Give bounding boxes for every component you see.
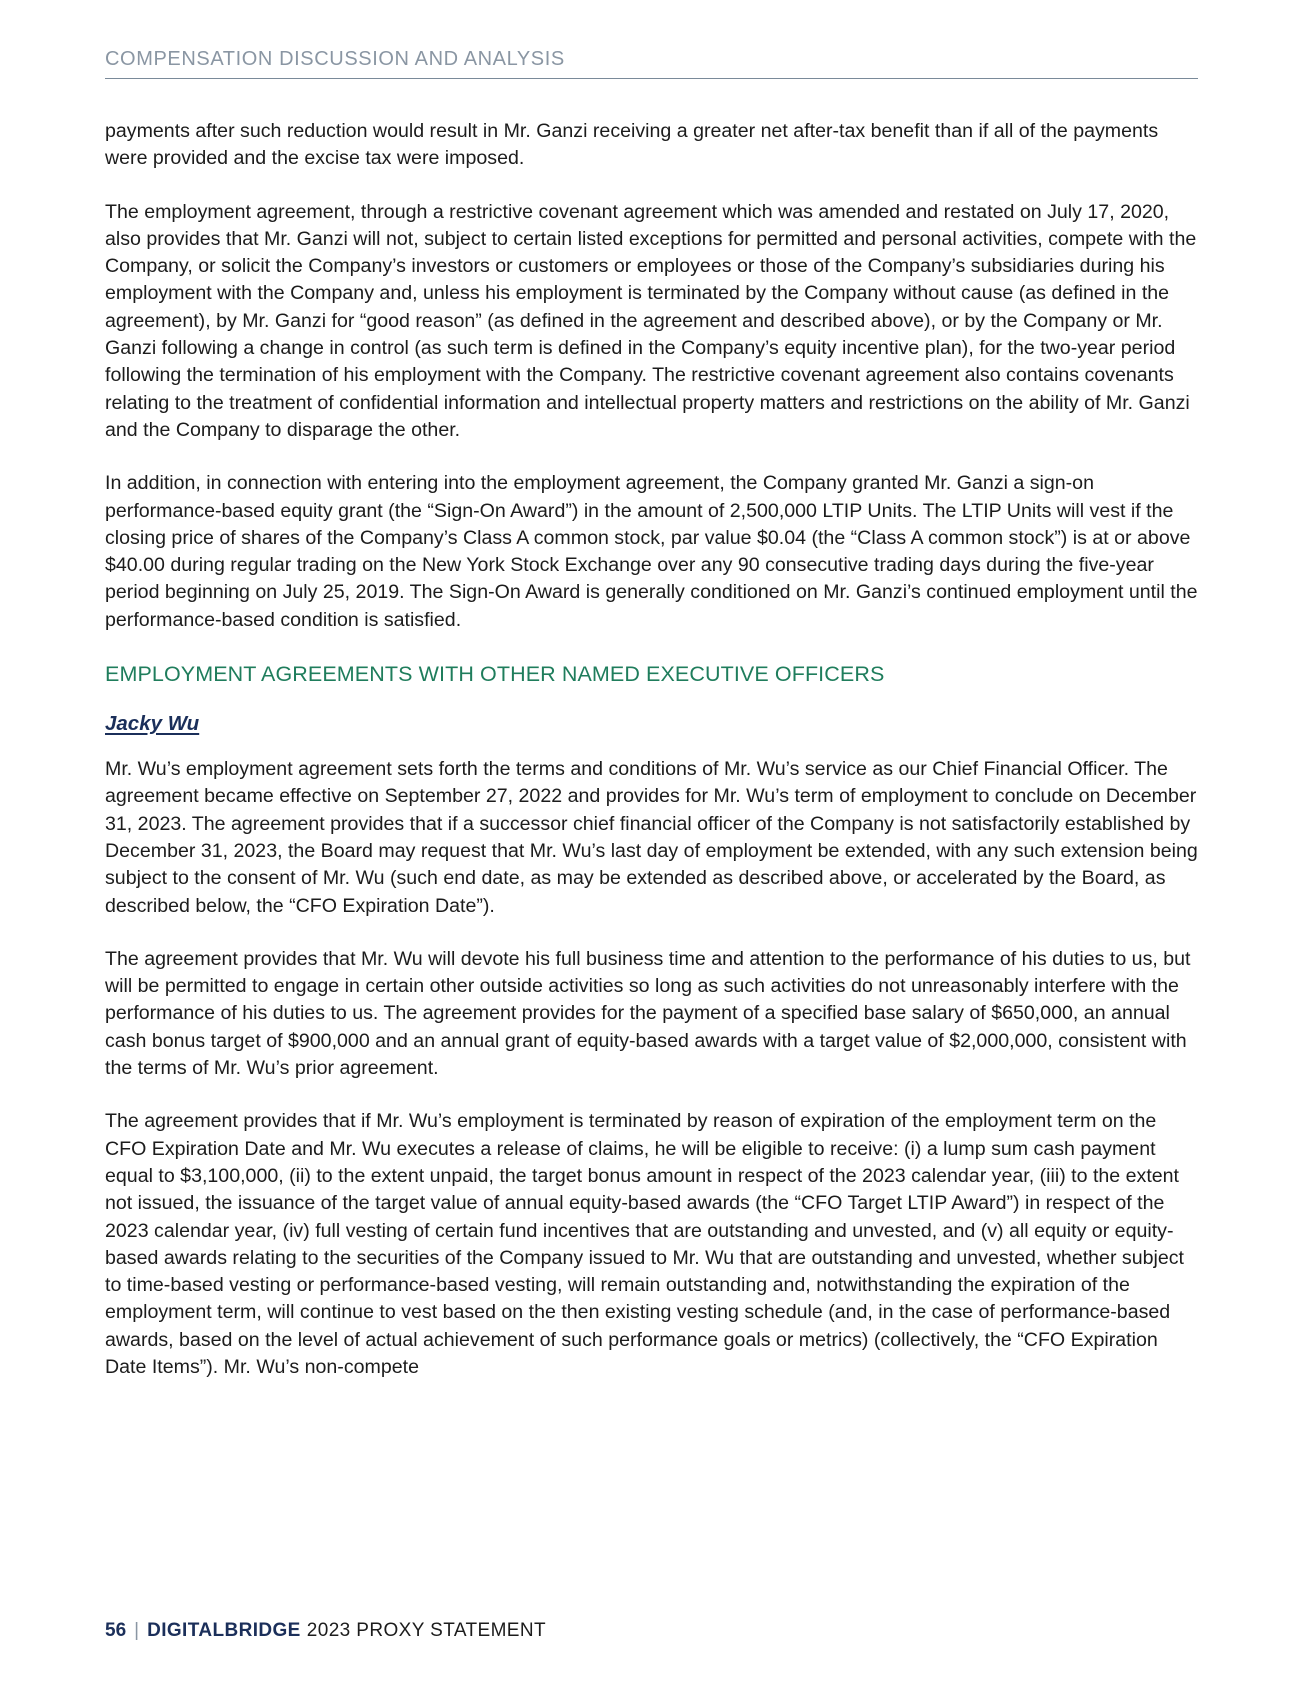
page-header-title: COMPENSATION DISCUSSION AND ANALYSIS	[105, 48, 565, 70]
paragraph-excise-tax: payments after such reduction would result in Mr. Ganzi receiving a greater net after-tax benefit than if all of the payments were provided and the excise tax were imposed.	[105, 120, 1159, 170]
footer-brand: DIGITALBRIDGE	[147, 1620, 301, 1641]
sub-heading-jacky-wu: Jacky Wu	[105, 712, 200, 736]
paragraph-sign-on-award: In addition, in connection with entering into the employment agreement, the Company granted Mr. Ganzi a sign-on performance-based equity grant (the “Sign-On Award”) in the amount of 2,500,000 LTIP Units. The LTIP Units will vest if the closing price of shares of the Company’s Class A common stock, par value $0.04 (the “Class A common stock”) is at or above $40.00 during regular trading on the New York Stock Exchange over any 90 consecutive trading days during the five-year period beginning on July 25, 2019. The Sign-On Award is generally conditioned on Mr. Ganzi’s continued employment until the performance-based condition is satisfied.	[105, 472, 1198, 631]
section-heading: EMPLOYMENT AGREEMENTS WITH OTHER NAMED EXECUTIVE OFFICERS	[105, 662, 885, 687]
paragraph-wu-compensation: The agreement provides that Mr. Wu will devote his full business time and attention to the performance of his duties to us, but will be permitted to engage in certain other outside activities so long as such activities do not unreasonably interfere with the performance of his duties to us. The agreement provides for the payment of a specified base salary of $650,000, an annual cash bonus target of $900,000 and an annual grant of equity-based awards with a target value of $2,000,000, consistent with the terms of Mr. Wu’s prior agreement.	[105, 947, 1191, 1080]
page-footer	[105, 1620, 546, 1642]
page-header	[105, 48, 1198, 79]
paragraph-restrictive-covenant: The employment agreement, through a restrictive covenant agreement which was amended and restated on July 17, 2020, also provides that Mr. Ganzi will not, subject to certain listed exceptions for permitted and personal activities, compete with the Company, or solicit the Company’s investors or customers or employees or those of the Company’s subsidiaries during his employment with the Company and, unless his employment is terminated by the Company without cause (as defined in the agreement), by Mr. Ganzi for “good reason” (as defined in the agreement and described above), or by the Company or Mr. Ganzi following a change in control (as such term is defined in the Company’s equity incentive plan), for the two-year period following the termination of his employment with the Company. The restrictive covenant agreement also contains covenants relating to the treatment of confidential information and intellectual property matters and restrictions on the ability of Mr. Ganzi and the Company to disparage the other.	[105, 200, 1197, 441]
paragraph-wu-agreement: Mr. Wu’s employment agreement sets forth the terms and conditions of Mr. Wu’s service as our Chief Financial Officer. The agreement became effective on September 27, 2022 and provides for Mr. Wu’s term of employment to conclude on December 31, 2023. The agreement provides that if a successor chief financial officer of the Company is not satisfactorily established by December 31, 2023, the Board may request that Mr. Wu’s last day of employment be extended, with any such extension being subject to the consent of Mr. Wu (such end date, as may be extended as described above, or accelerated by the Board, as described below, the “CFO Expiration Date”).	[105, 758, 1198, 917]
footer-separator: |	[134, 1620, 140, 1641]
page-number: 56	[105, 1620, 127, 1641]
footer-document-title: 2023 PROXY STATEMENT	[306, 1620, 547, 1641]
paragraph-wu-termination: The agreement provides that if Mr. Wu’s employment is terminated by reason of expiration of the employment term on the CFO Expiration Date and Mr. Wu executes a release of claims, he will be eligible to receive: (i) a lump sum cash payment equal to $3,100,000, (ii) to the extent unpaid, the target bonus amount in respect of the 2023 calendar year, (iii) to the extent not issued, the issuance of the target value of annual equity-based awards (the “CFO Target LTIP Award”) in respect of the 2023 calendar year, (iv) full vesting of certain fund incentives that are outstanding and unvested, and (v) all equity or equity-based awards relating to the securities of the Company issued to Mr. Wu that are outstanding and unvested, whether subject to time-based vesting or performance-based vesting, will remain outstanding and, notwithstanding the expiration of the employment term, will continue to vest based on the then existing vesting schedule (and, in the case of performance-based awards, based on the level of actual achievement of such performance goals or metrics) (collectively, the “CFO Expiration Date Items”). Mr. Wu’s non-compete	[105, 1110, 1185, 1378]
document-body	[105, 118, 1198, 1407]
